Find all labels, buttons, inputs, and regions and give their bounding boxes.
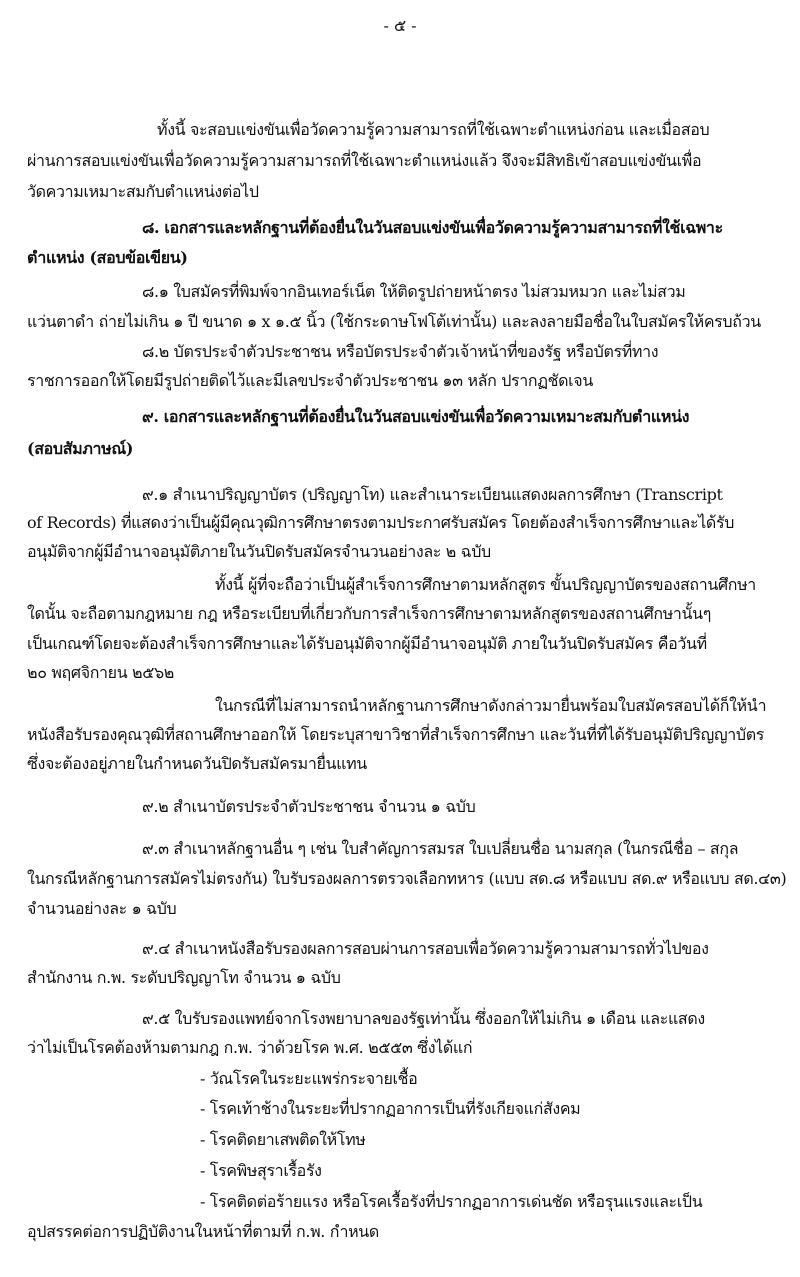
note-1-line-4: ๒๐ พฤศจิกายน ๒๕๖๒ <box>27 663 174 682</box>
item-9-5-line-1: ๙.๕ ใบรับรองแพทย์จากโรงพยาบาลของรัฐเท่านั้น ซึ่งออกให้ไม่เกิน ๑ เดือน และแสดง <box>142 1009 705 1028</box>
disease-item-1: - วัณโรคในระยะแพร่กระจายเชื้อ <box>200 1069 418 1088</box>
disease-item-5-line-2: อุปสรรคต่อการปฏิบัติงานในหน้าที่ตามที่ ก.พ. กำหนด <box>27 1222 379 1241</box>
section-9-heading: ๙. เอกสารและหลักฐานที่ต้องยื่นในวันสอบแข่งขันเพื่อวัดความเหมาะสมกับตำแหน่ง <box>142 407 690 426</box>
item-9-5-line-2: ว่าไม่เป็นโรคต้องห้ามตามกฎ ก.พ. ว่าด้วยโรค พ.ศ. ๒๕๕๓ ซึ่งได้แก่ <box>27 1038 473 1057</box>
note-1-line-3: เป็นเกณฑ์โดยจะต้องสำเร็จการศึกษาและได้รับอนุมัติจากผู้มีอำนาจอนุมัติ ภายในวันปิดรับสมัคร คือวันที่ <box>27 634 707 653</box>
item-8-1-line-2: แว่นตาดำ ถ่ายไม่เกิน ๑ ปี ขนาด ๑ x ๑.๕ นิ้ว (ใช้กระดาษโฟโต้เท่านั้น) และลงลายมือชื่อในใบสมัครให้ครบถ้วน <box>27 312 761 331</box>
section-8-heading: ๘. เอกสารและหลักฐานที่ต้องยื่นในวันสอบแข่งขันเพื่อวัดความรู้ความสามารถที่ใช้เฉพาะ <box>142 218 723 237</box>
item-8-2-line-2: ราชการออกให้โดยมีรูปถ่ายติดไว้และมีเลขประจำตัวประชาชน ๑๓ หลัก ปรากฏชัดเจน <box>27 371 593 390</box>
item-9-1-line-1: ๙.๑ สำเนาปริญญาบัตร (ปริญญาโท) และสำเนาระเบียนแสดงผลการศึกษา (Transcript <box>142 485 723 504</box>
section-8-heading-cont: ตำแหน่ง (สอบข้อเขียน) <box>27 248 188 267</box>
item-9-4-line-1: ๙.๔ สำเนาหนังสือรับรองผลการสอบผ่านการสอบเพื่อวัดความรู้ความสามารถทั่วไปของ <box>142 939 709 958</box>
disease-item-3: - โรคติดยาเสพติดให้โทษ <box>200 1130 366 1149</box>
intro-line-1: ทั้งนี้ จะสอบแข่งขันเพื่อวัดความรู้ความสามารถที่ใช้เฉพาะตำแหน่งก่อน และเมื่อสอบ <box>157 120 710 139</box>
item-9-3-line-1: ๙.๓ สำเนาหลักฐานอื่น ๆ เช่น ใบสำคัญการสมรส ใบเปลี่ยนชื่อ นามสกุล (ในกรณีชื่อ – สกุล <box>142 839 739 858</box>
item-9-4-line-2: สำนักงาน ก.พ. ระดับปริญญาโท จำนวน ๑ ฉบับ <box>27 968 341 987</box>
note-2-line-2: หนังสือรับรองคุณวุฒิที่สถานศึกษาออกให้ โดยระบุสาขาวิชาที่สำเร็จการศึกษา และวันที่ที่ได้รับอนุมัติปริญญาบัตร <box>27 725 764 744</box>
item-8-2-line-1: ๘.๒ บัตรประจำตัวประชาชน หรือบัตรประจำตัวเจ้าหน้าที่ของรัฐ หรือบัตรที่ทาง <box>142 342 659 361</box>
note-2-line-1: ในกรณีที่ไม่สามารถนำหลักฐานการศึกษาดังกล่าวมายื่นพร้อมใบสมัครสอบได้ก็ให้นำ <box>215 696 767 715</box>
intro-line-2: ผ่านการสอบแข่งขันเพื่อวัดความรู้ความสามารถที่ใช้เฉพาะตำแหน่งแล้ว จึงจะมีสิทธิเข้าสอบแข่งขันเพื่อ <box>27 151 702 170</box>
section-9-heading-cont: (สอบสัมภาษณ์) <box>27 439 134 458</box>
item-8-1-line-1: ๘.๑ ใบสมัครที่พิมพ์จากอินเทอร์เน็ต ให้ติดรูปถ่ายหน้าตรง ไม่สวมหมวก และไม่สวม <box>142 282 686 301</box>
note-1-line-2: ใดนั้น จะถือตามกฎหมาย กฎ หรือระเบียบที่เกี่ยวกับการสำเร็จการศึกษาตามหลักสูตรของสถานศึกษานั้นๆ <box>27 604 711 623</box>
item-9-2: ๙.๒ สำเนาบัตรประจำตัวประชาชน จำนวน ๑ ฉบับ <box>142 797 476 816</box>
intro-line-3: วัดความเหมาะสมกับตำแหน่งต่อไป <box>27 182 259 201</box>
item-9-1-line-3: อนุมัติจากผู้มีอำนาจอนุมัติภายในวันปิดรับสมัครจำนวนอย่างละ ๒ ฉบับ <box>27 542 491 561</box>
item-9-3-line-3: จำนวนอย่างละ ๑ ฉบับ <box>27 899 177 918</box>
page-number: - ๕ - <box>383 16 417 35</box>
disease-item-2: - โรคเท้าช้างในระยะที่ปรากฏอาการเป็นที่รังเกียจแก่สังคม <box>200 1099 581 1118</box>
disease-item-5-line-1: - โรคติดต่อร้ายแรง หรือโรคเรื้อรังที่ปรากฏอาการเด่นชัด หรือรุนแรงและเป็น <box>200 1192 703 1211</box>
note-1-line-1: ทั้งนี้ ผู้ที่จะถือว่าเป็นผู้สำเร็จการศึกษาตามหลักสูตร ขั้นปริญญาบัตรของสถานศึกษา <box>215 575 756 594</box>
item-9-1-line-2: of Records) ที่แสดงว่าเป็นผู้มีคุณวุฒิการศึกษาตรงตามประกาศรับสมัคร โดยต้องสำเร็จการศึกษาและได้รับ <box>27 513 735 532</box>
item-9-3-line-2: ในกรณีหลักฐานการสมัครไม่ตรงกัน) ใบรับรองผลการตรวจเลือกทหาร (แบบ สด.๘ หรือแบบ สด.๙ หรือแบบ สด.๔๓) <box>27 869 787 888</box>
note-2-line-3: ซึ่งจะต้องอยู่ภายในกำหนดวันปิดรับสมัครมายื่นแทน <box>27 754 367 773</box>
disease-item-4: - โรคพิษสุราเรื้อรัง <box>200 1161 322 1180</box>
